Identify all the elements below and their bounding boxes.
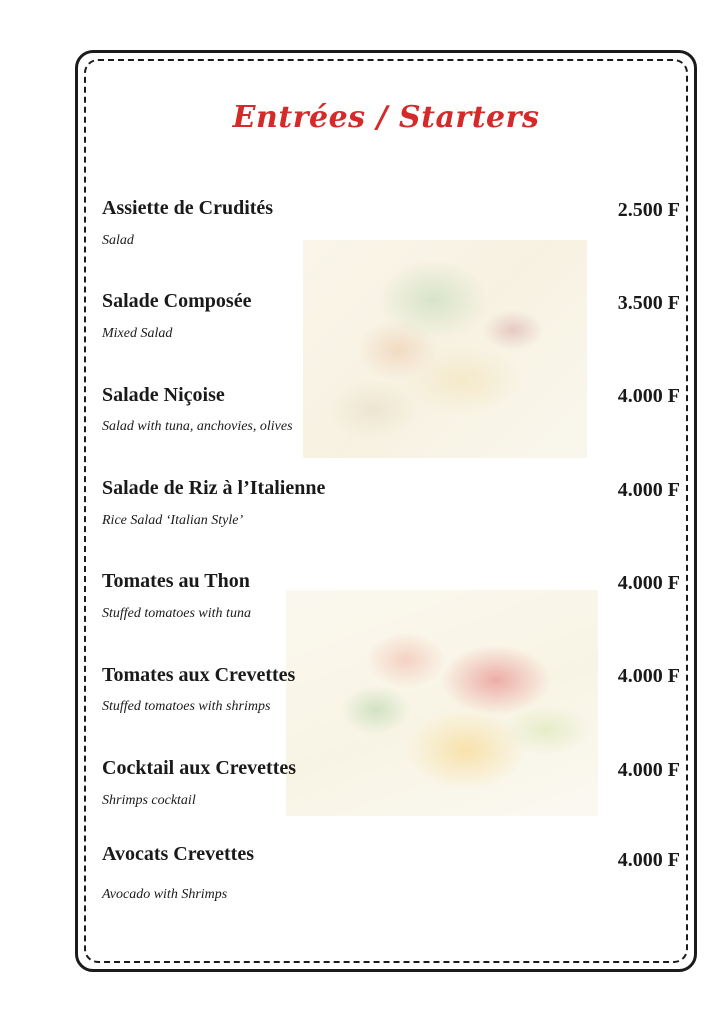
menu-item-name: Assiette de Crudités bbox=[102, 197, 274, 219]
menu-item-price: 3.500 F bbox=[617, 292, 680, 314]
menu-item-description: Shrimps cocktail bbox=[102, 793, 196, 808]
menu-title: Entrées / Starters bbox=[232, 100, 540, 135]
menu-frame-dashed bbox=[84, 59, 688, 963]
stuffed-tomatoes-photo bbox=[286, 590, 598, 816]
menu-item-price: 4.000 F bbox=[617, 385, 680, 407]
menu-item-price: 4.000 F bbox=[617, 849, 680, 871]
menu-item-description: Mixed Salad bbox=[102, 326, 173, 341]
menu-item-description: Stuffed tomatoes with tuna bbox=[102, 606, 251, 621]
menu-item-name: Avocats Crevettes bbox=[102, 843, 254, 865]
menu-item-name: Tomates aux Crevettes bbox=[102, 664, 296, 686]
menu-item-description: Avocado with Shrimps bbox=[102, 887, 228, 902]
menu-item-description: Salad with tuna, anchovies, olives bbox=[102, 419, 293, 434]
menu-item-price: 4.000 F bbox=[617, 665, 680, 687]
menu-item-name: Salade Niçoise bbox=[102, 384, 225, 406]
menu-item-description: Salad bbox=[102, 233, 134, 248]
menu-item-description: Stuffed tomatoes with shrimps bbox=[102, 699, 271, 714]
menu-item-price: 2.500 F bbox=[617, 199, 680, 221]
menu-item-price: 4.000 F bbox=[617, 572, 680, 594]
menu-item-description: Rice Salad ‘Italian Style’ bbox=[102, 513, 244, 528]
menu-item-name: Tomates au Thon bbox=[102, 570, 250, 592]
menu-item-name: Salade Composée bbox=[102, 290, 252, 312]
salad-photo bbox=[303, 240, 587, 458]
menu-item-name: Cocktail aux Crevettes bbox=[102, 757, 297, 779]
menu-item-price: 4.000 F bbox=[617, 479, 680, 501]
menu-item-name: Salade de Riz à l’Italienne bbox=[102, 477, 326, 499]
menu-item-price: 4.000 F bbox=[617, 759, 680, 781]
